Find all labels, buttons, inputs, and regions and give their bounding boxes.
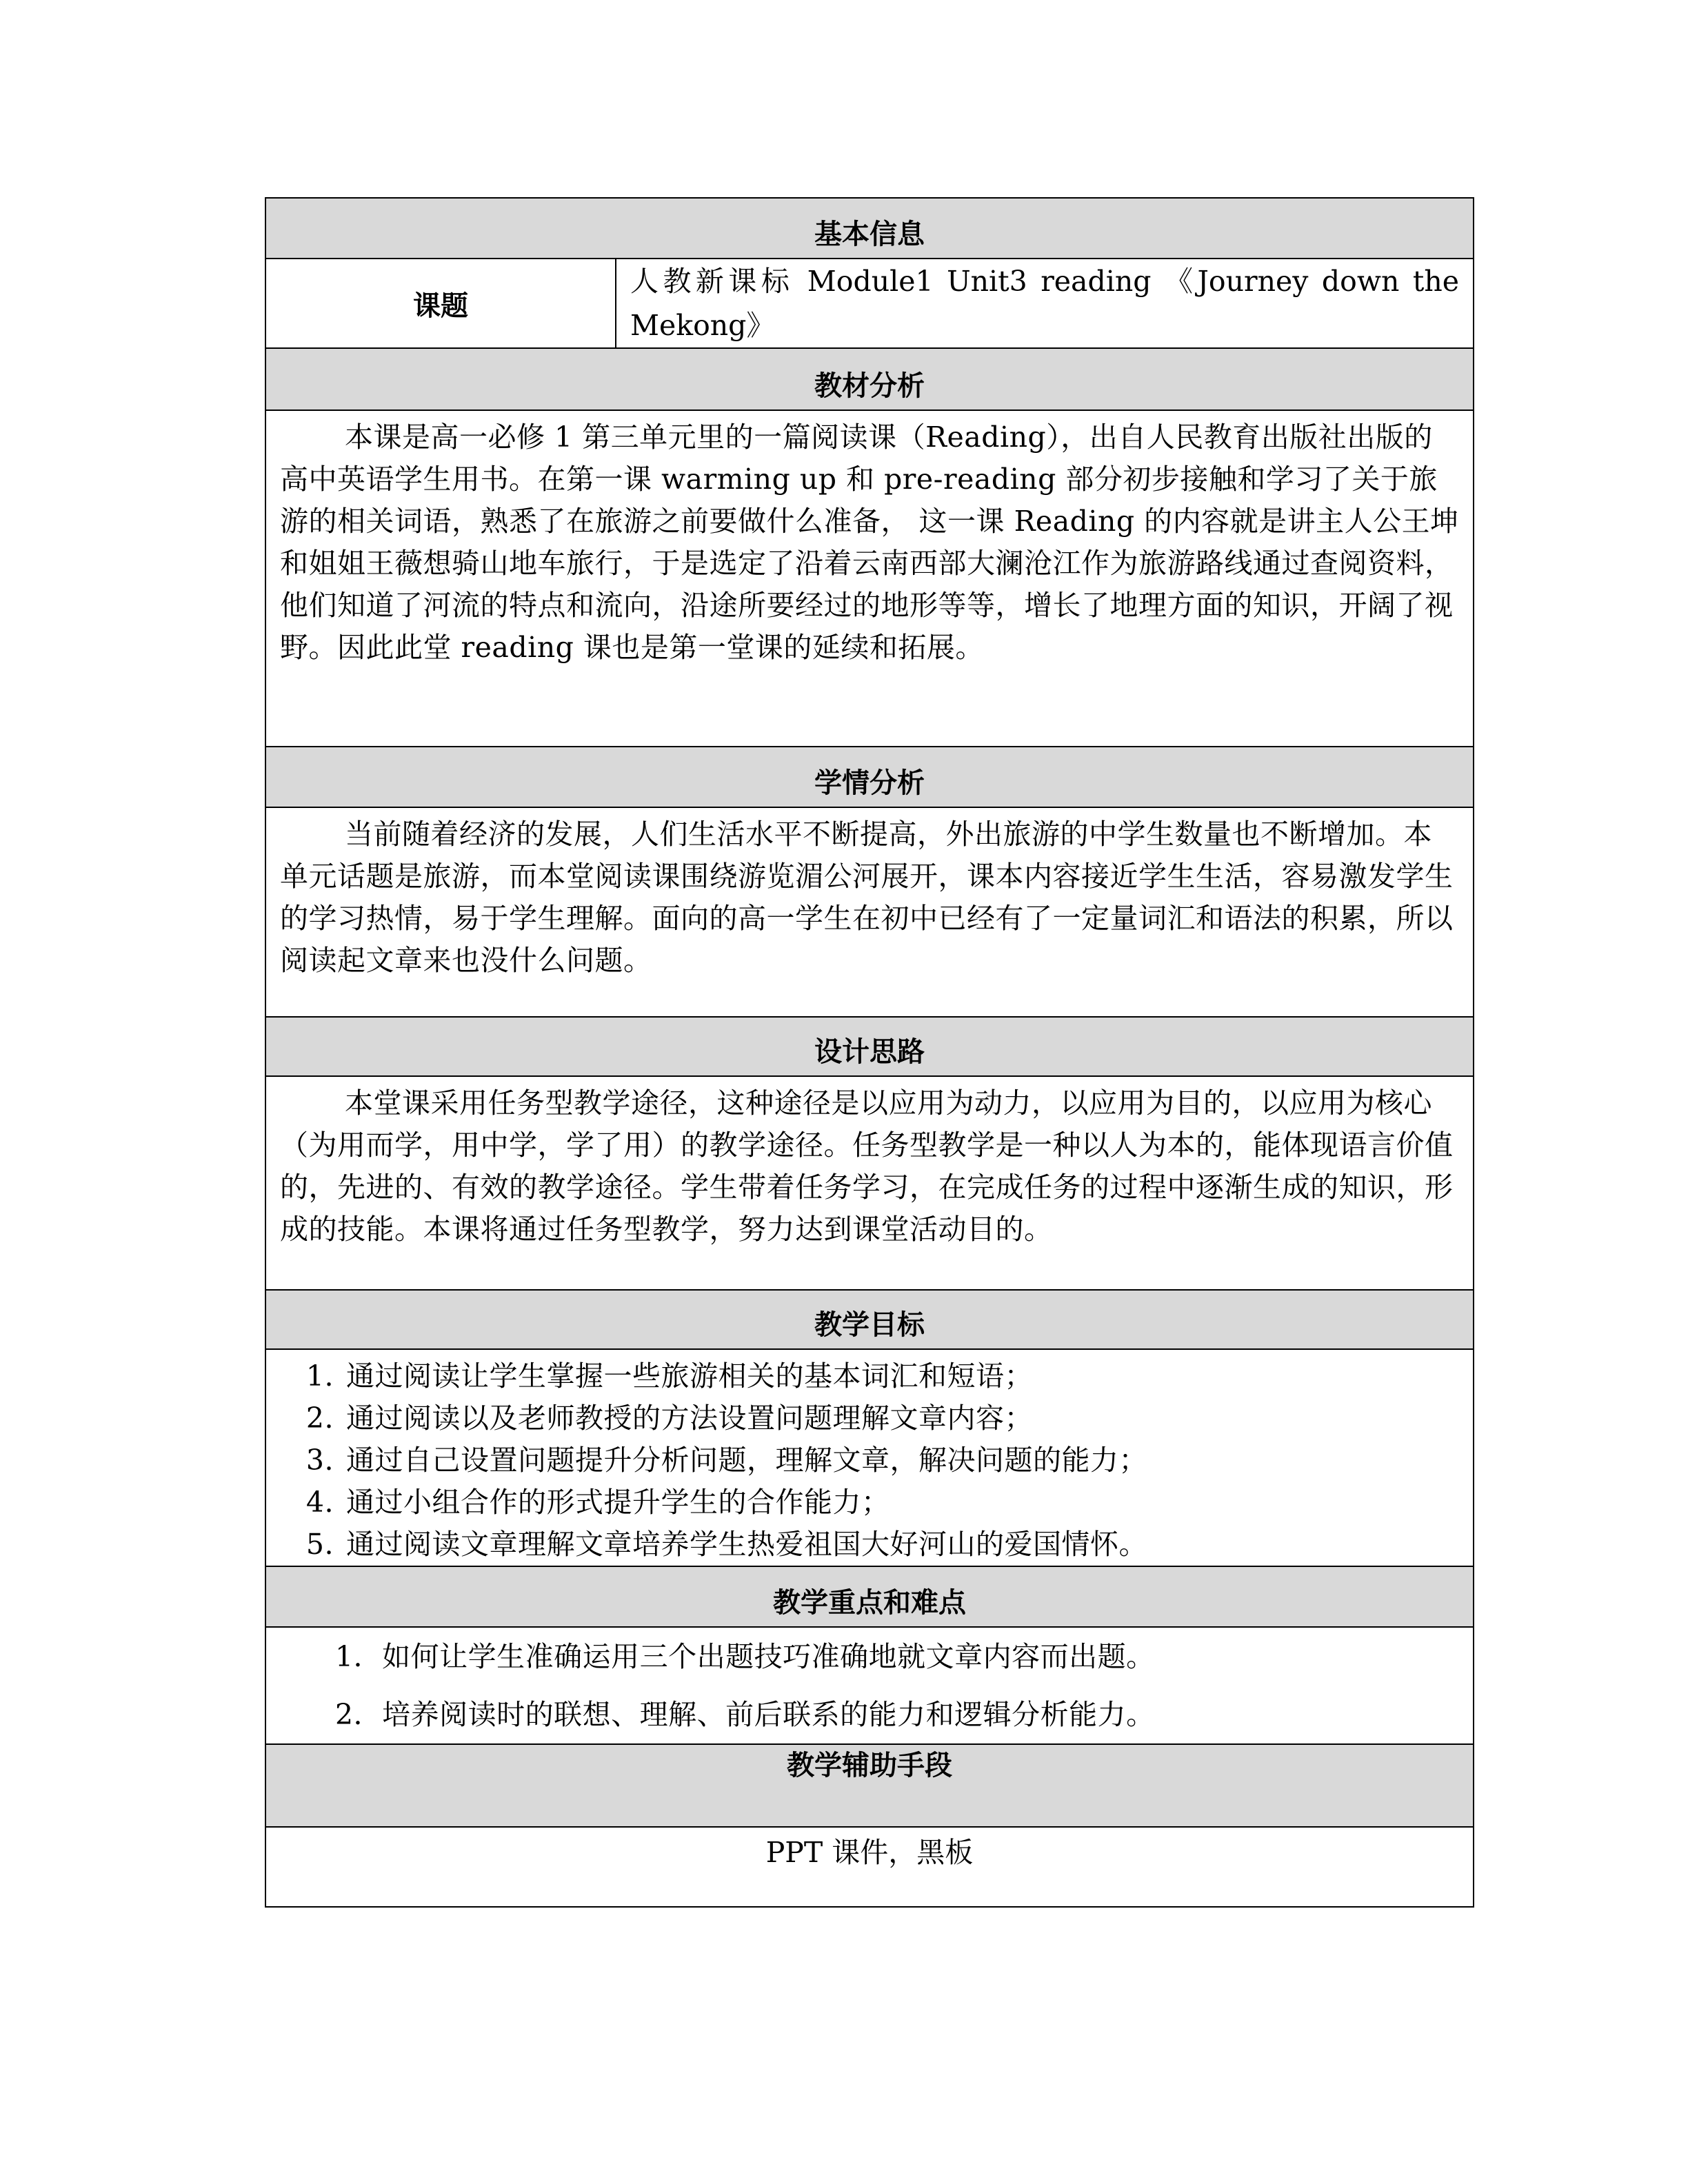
list-item: 2．培养阅读时的联想、理解、前后联系的能力和逻辑分析能力。	[335, 1698, 1155, 1731]
aids-header-row	[265, 1744, 1474, 1827]
aids-row	[265, 1827, 1474, 1907]
topic-row	[265, 259, 1474, 348]
list-item: 5. 通过阅读文章理解文章培养学生热爱祖国大好河山的爱国情怀。	[305, 1528, 1147, 1561]
list-item: 2. 通过阅读以及老师教授的方法设置问题理解文章内容；	[305, 1402, 1033, 1435]
basic-info-header-row	[265, 198, 1474, 259]
design-idea-header: 设计思路	[265, 1017, 1474, 1076]
design-idea-text: 本堂课采用任务型教学途径，这种途径是以应用为动力，以应用为目的，以应用为核心（为用而学，用中学，学了用）的教学途径。任务型教学是一种以人为本的，能体现语言价值的，先进的、有效的教学途径。学生带着任务学习，在完成任务的过程中逐渐生成的知识，形成的技能。本课将通过任务型教学，努力达到课堂活动目的。	[280, 1086, 1454, 1246]
list-item: 1. 通过阅读让学生掌握一些旅游相关的基本词汇和短语；	[305, 1359, 1033, 1393]
student-analysis-header-row	[265, 747, 1474, 807]
teaching-goals-list	[280, 1355, 1459, 1566]
material-analysis-text: 本课是高一必修 1 第三单元里的一篇阅读课（Reading），出自人民教育出版社出版的高中英语学生用书。在第一课 warming up 和 pre-reading 部分初步接触和学习了关于旅游的相关词语，熟悉了在旅游之前要做什么准备， 这一课 Reading 的内容就是讲主人公王坤和姐姐王薇想骑山地车旅行，于是选定了沿着云南西部大澜沧江作为旅游路线通过查阅资料，他们知道了河流的特点和流向，沿途所要经过的地形等等，增长了地理方面的知识，开阔了视野。因此此堂 reading 课也是第一堂课的延续和拓展。	[280, 421, 1459, 664]
teaching-goals-header-row	[265, 1290, 1474, 1349]
aids-header: 教学辅助手段	[265, 1744, 1474, 1827]
material-analysis-header: 教材分析	[265, 348, 1474, 410]
basic-info-header: 基本信息	[265, 198, 1474, 259]
student-analysis-text: 当前随着经济的发展，人们生活水平不断提高，外出旅游的中学生数量也不断增加。本单元话题是旅游，而本堂阅读课围绕游览湄公河展开，课本内容接近学生生活，容易激发学生的学习热情，易于学生理解。面向的高一学生在初中已经有了一定量词汇和语法的积累，所以阅读起文章来也没什么问题。	[280, 818, 1454, 977]
teaching-goals-row	[265, 1349, 1474, 1566]
material-analysis-row	[265, 410, 1474, 747]
student-analysis-row	[265, 807, 1474, 1017]
material-analysis-header-row	[265, 348, 1474, 410]
design-idea-row	[265, 1076, 1474, 1290]
list-item: 3. 通过自己设置问题提升分析问题，理解文章，解决问题的能力；	[305, 1444, 1147, 1477]
topic-label: 课题	[265, 259, 616, 348]
teaching-goals-header: 教学目标	[265, 1290, 1474, 1349]
student-analysis-header: 学情分析	[265, 747, 1474, 807]
key-points-header-row	[265, 1566, 1474, 1627]
key-points-header: 教学重点和难点	[265, 1566, 1474, 1627]
design-idea-header-row	[265, 1017, 1474, 1076]
list-item: 4. 通过小组合作的形式提升学生的合作能力；	[305, 1486, 890, 1519]
list-item: 1．如何让学生准确运用三个出题技巧准确地就文章内容而出题。	[335, 1640, 1155, 1673]
key-points-row	[265, 1627, 1474, 1744]
aids-text: PPT 课件，黑板	[265, 1827, 1474, 1907]
topic-value: 人教新课标 Module1 Unit3 reading 《Journey down the Mekong》	[616, 259, 1474, 348]
lesson-plan-table	[265, 197, 1474, 1908]
